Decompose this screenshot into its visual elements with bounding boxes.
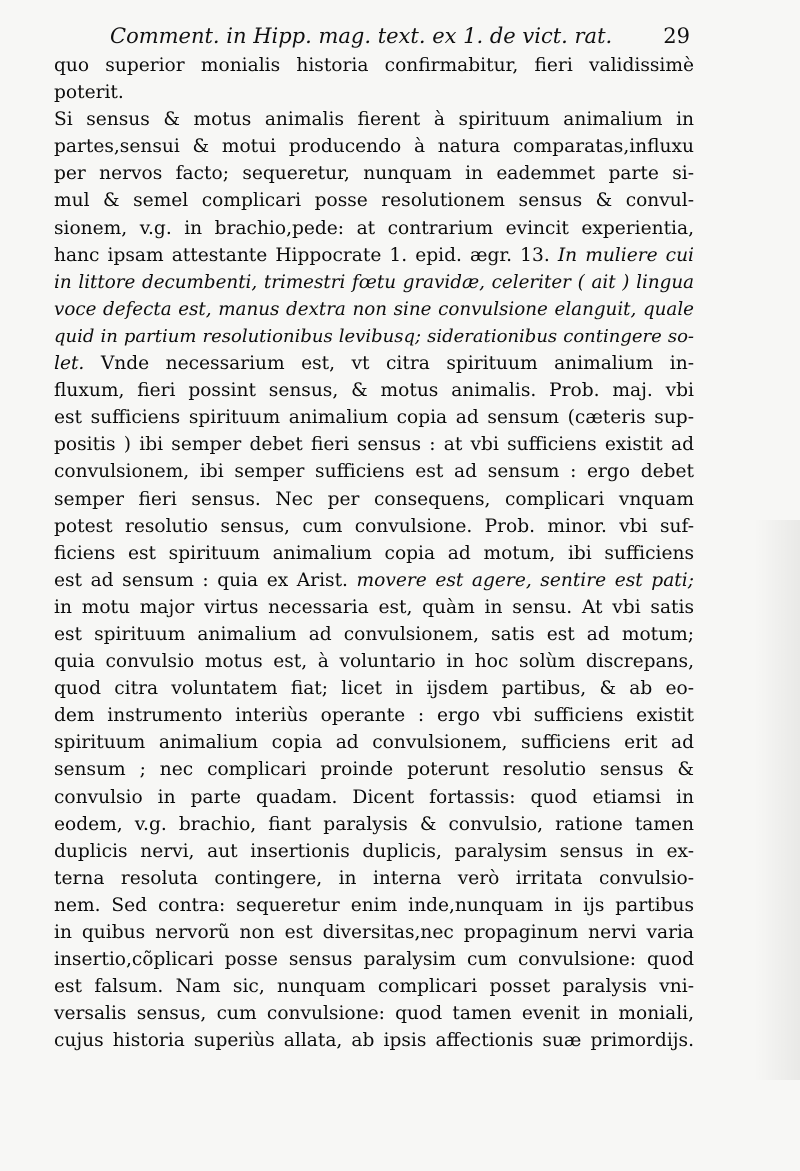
show-through-shadow	[754, 520, 800, 1080]
page-number: 29	[663, 24, 690, 48]
text-line-35: est falsum. Nam sic, nunquam complicari posset paralysis vni-	[54, 976, 694, 998]
text-line-6: mul & semel complicari posse resolutionem sensus & convul-	[54, 190, 694, 212]
text-line-13: fluxum, fieri possint sensus, & motus animalis. Prob. maj. vbi	[54, 380, 694, 402]
text-line-3: Si sensus & motus animalis fierent à spirituum animalium in	[54, 109, 694, 131]
text-line-4: partes,sensui & motui producendo à natura comparatas,influxu	[54, 136, 694, 158]
text-line-8-italic: In muliere cui	[557, 244, 694, 266]
text-line-19: ficiens est spirituum animalium copia ad motum, ibi sufficiens	[54, 542, 694, 564]
text-line-21: in motu major virtus necessaria est, quàm in sensu. At vbi satis	[54, 596, 694, 618]
text-line-34: insertio,cõplicari posse sensus paralysim cum convulsione: quod	[54, 949, 694, 971]
text-line-8-roman: hanc ipsam attestante Hippocrate 1. epid. ægr. 13.	[54, 244, 550, 266]
text-line-7: sionem, v.g. in brachio,pede: at contrarium evincit experientia,	[54, 217, 694, 239]
text-line-31: terna resoluta contingere, in interna verò irritata convulsio-	[54, 867, 694, 889]
text-line-30: duplicis nervi, aut insertionis duplicis, paralysim sensus in ex-	[54, 840, 694, 862]
text-line-32: nem. Sed contra: sequeretur enim inde,nunquam in ijs partibus	[54, 894, 694, 916]
text-line-36: versalis sensus, cum convulsione: quod tamen evenit in moniali,	[54, 1003, 694, 1025]
text-line-37: cujus historia superiùs allata, ab ipsis affectionis suæ primordijs.	[54, 1030, 694, 1052]
text-line-2: poterit.	[54, 82, 124, 104]
text-line-22: est spirituum animalium ad convulsionem, satis est ad motum;	[54, 623, 694, 645]
text-line-1: quo superior monialis historia confirmabitur, fieri validissimè	[54, 55, 694, 76]
text-line-25: dem instrumento interiùs operante : ergo vbi sufficiens existit	[54, 705, 694, 727]
text-line-12-roman: Vnde necessarium est, vt citra spirituum animalium in-	[100, 353, 694, 375]
text-line-20	[54, 567, 694, 594]
text-line-12-italic: let.	[54, 353, 85, 375]
text-line-24: quod citra voluntatem fiat; licet in ijsdem partibus, & ab eo-	[54, 678, 694, 700]
text-line-16: convulsionem, ibi semper sufficiens est ad sensum : ergo debet	[54, 461, 694, 483]
text-line-9: in littore decumbenti, trimestri fœtu gravidæ, celeriter ( ait ) lingua	[54, 271, 694, 293]
text-line-15: positis ) ibi semper debet fieri sensus : at vbi sufficiens existit ad	[54, 434, 694, 456]
text-line-10: voce defecta est, manus dextra non sine convulsione elanguit, quale	[54, 298, 694, 320]
text-line-11: quid in partium resolutionibus levibusq; siderationibus contingere so-	[54, 325, 694, 347]
running-title: Comment. in Hipp. mag. text. ex 1. de vict. rat.	[110, 24, 613, 48]
running-header	[110, 22, 690, 56]
text-line-29: eodem, v.g. brachio, fiant paralysis & convulsio, ratione tamen	[54, 813, 694, 835]
text-line-23: quia convulsio motus est, à voluntario in hoc solùm discrepans,	[54, 651, 694, 673]
text-line-33: in quibus nervorũ non est diversitas,nec propaginum nervi varia	[54, 922, 694, 943]
text-line-14: est sufficiens spirituum animalium copia ad sensum (cæteris sup-	[54, 407, 694, 429]
body-text	[54, 52, 694, 1054]
text-line-8	[54, 242, 694, 269]
text-line-27: sensum ; nec complicari proinde poterunt resolutio sensus &	[54, 759, 694, 781]
text-line-20-italic: movere est agere, sentire est pati;	[356, 569, 694, 591]
text-line-20-roman: est ad sensum : quia ex Arist.	[54, 569, 348, 591]
text-line-28: convulsio in parte quadam. Dicent fortassis: quod etiamsi in	[54, 786, 694, 808]
text-line-18: potest resolutio sensus, cum convulsione. Prob. minor. vbi suf-	[54, 515, 694, 537]
text-line-12	[54, 350, 694, 377]
text-line-17: semper fieri sensus. Nec per consequens, complicari vnquam	[54, 488, 694, 510]
text-line-26: spirituum animalium copia ad convulsionem, sufficiens erit ad	[54, 732, 694, 754]
text-line-5: per nervos facto; sequeretur, nunquam in eademmet parte si-	[54, 163, 694, 185]
